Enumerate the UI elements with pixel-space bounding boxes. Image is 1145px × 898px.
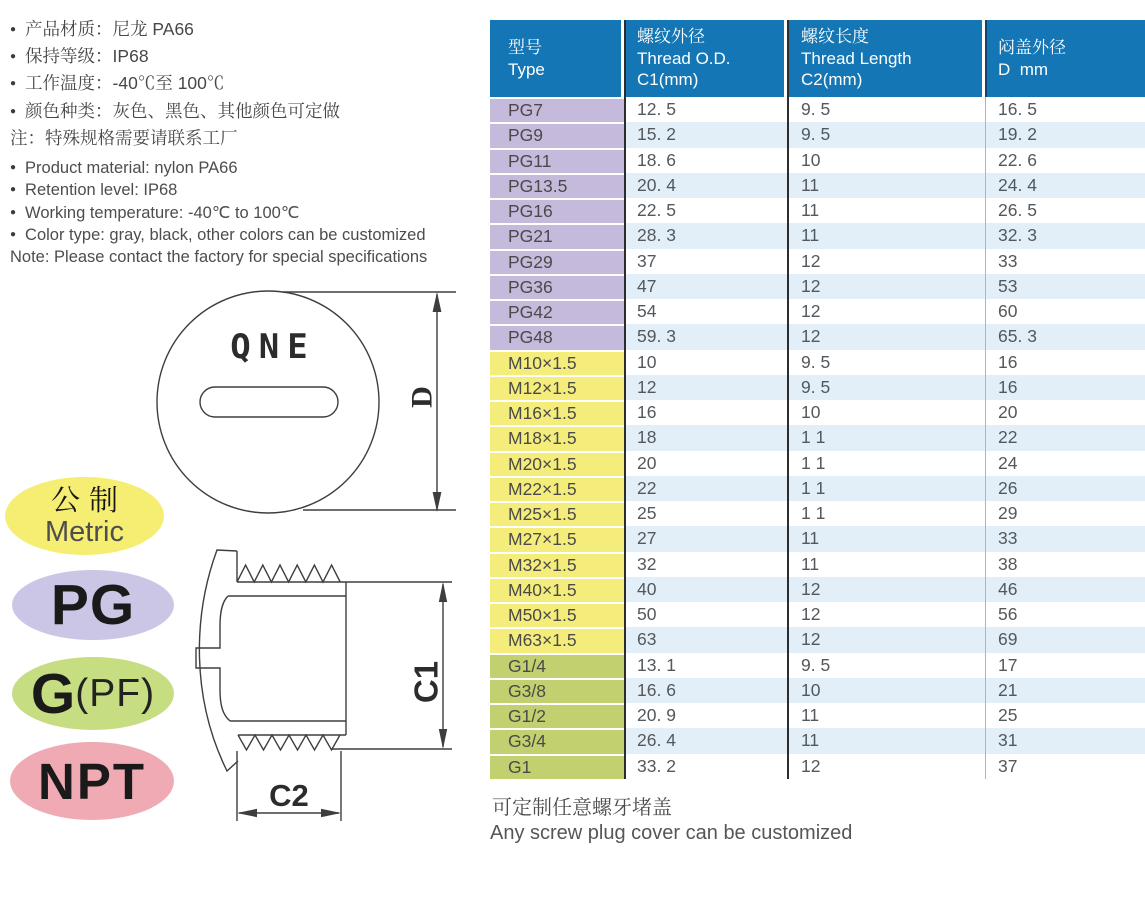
c2-value-cell: 9. 5: [801, 124, 831, 145]
c2-value-cell: 1 1: [801, 503, 826, 524]
c2-value-cell: 12: [801, 326, 821, 347]
header-line: C1(mm): [637, 70, 699, 90]
d-value-cell: 17: [998, 654, 1018, 675]
c2-value-cell: 9. 5: [801, 654, 831, 675]
header-line: Type: [508, 59, 545, 79]
type-cell: M32×1.5: [490, 552, 624, 577]
pg-badge: [12, 570, 174, 640]
d-value-cell: 26: [998, 477, 1018, 498]
d-value-cell: 38: [998, 553, 1018, 574]
c2-value-cell: 10: [801, 679, 821, 700]
c2-value-cell: 12: [801, 250, 821, 271]
header-line: 闷盖外径: [998, 38, 1066, 57]
spec-text: Working temperature: -40℃ to 100℃: [25, 203, 300, 222]
d-value-cell: 16. 5: [998, 99, 1037, 120]
column-divider: [985, 97, 986, 779]
type-cell: G1/4: [490, 653, 624, 678]
d-value-cell: 69: [998, 629, 1018, 650]
spec-line: [10, 224, 427, 246]
table-row: [490, 198, 1145, 223]
table-row: [490, 602, 1145, 627]
c1-value-cell: 18. 6: [637, 149, 676, 170]
type-cell: M12×1.5: [490, 375, 624, 400]
c1-value-cell: 18: [637, 427, 657, 448]
c2-value-cell: 12: [801, 755, 821, 776]
header-line: Thread O.D.: [637, 48, 731, 68]
spec-text: Color type: gray, black, other colors can be customized: [25, 225, 426, 244]
d-value-cell: 32. 3: [998, 225, 1037, 246]
c1-value-cell: 12. 5: [637, 99, 676, 120]
d-value-cell: 21: [998, 679, 1018, 700]
c1-value-cell: 28. 3: [637, 225, 676, 246]
spec-note-line: [10, 125, 340, 152]
c1-value-cell: 37: [637, 250, 657, 271]
npt-badge: [10, 742, 174, 820]
header-type: [490, 20, 624, 97]
spec-text: 保持等级：IP68: [25, 46, 149, 67]
spec-note-line: [10, 246, 427, 268]
arrow-up-icon: [439, 582, 447, 602]
table-row: [490, 653, 1145, 678]
spec-text: Note: Please contact the factory for special specifications: [10, 248, 428, 267]
type-cell: PG11: [490, 148, 624, 173]
thread-zigzag-top: [237, 565, 340, 582]
column-divider: [985, 20, 987, 97]
spec-text: 产品材质：尼龙 PA66: [25, 19, 194, 39]
spec-line: [10, 43, 340, 70]
c1-value-cell: 13. 1: [637, 654, 676, 675]
type-cell: G1: [490, 754, 624, 779]
c2-value-cell: 12: [801, 604, 821, 625]
type-cell: G1/2: [490, 703, 624, 728]
pg-badge-label: PG: [50, 573, 136, 637]
type-cell: M18×1.5: [490, 425, 624, 450]
d-value-cell: 20: [998, 402, 1018, 423]
header-line: C2(mm): [801, 70, 863, 90]
d-value-cell: 22. 6: [998, 149, 1037, 170]
type-cell: M27×1.5: [490, 526, 624, 551]
type-cell: PG36: [490, 274, 624, 299]
side-view-drawing: [180, 530, 465, 826]
header-line: Thread Length: [801, 48, 912, 68]
type-cell: M63×1.5: [490, 627, 624, 652]
type-cell: PG29: [490, 249, 624, 274]
table-body: [490, 97, 1145, 779]
d-value-cell: 24. 4: [998, 174, 1037, 195]
arrow-left-icon: [237, 809, 257, 817]
table-row: [490, 526, 1145, 551]
type-cell: PG16: [490, 198, 624, 223]
brand-text: QNE: [230, 327, 316, 367]
spec-text: Product material: nylon PA66: [25, 159, 238, 177]
screw-slot: [200, 387, 338, 417]
c1-value-cell: 12: [637, 376, 657, 397]
dim-c2-label: C2: [269, 778, 309, 813]
spec-line: [10, 157, 427, 179]
table-row: [490, 501, 1145, 526]
table-row: [490, 223, 1145, 248]
table-row: [490, 476, 1145, 501]
d-value-cell: 26. 5: [998, 200, 1037, 221]
c2-value-cell: 1 1: [801, 477, 826, 498]
d-value-cell: 60: [998, 301, 1018, 322]
spec-text: 颜色种类：灰色、黑色、其他颜色可定做: [25, 100, 341, 121]
arrow-down-icon: [433, 492, 442, 512]
c2-value-cell: 1 1: [801, 452, 826, 473]
c1-value-cell: 25: [637, 503, 657, 524]
c2-value-cell: 11: [801, 553, 820, 574]
d-value-cell: 37: [998, 755, 1018, 776]
c1-value-cell: 16. 6: [637, 679, 676, 700]
d-value-cell: 46: [998, 578, 1018, 599]
d-value-cell: 53: [998, 275, 1018, 296]
type-cell: M50×1.5: [490, 602, 624, 627]
c2-value-cell: 11: [801, 200, 820, 221]
d-value-cell: 24: [998, 452, 1018, 473]
c2-value-cell: 11: [801, 730, 820, 751]
d-value-cell: 33: [998, 528, 1018, 549]
column-divider: [624, 20, 626, 779]
spec-text: 注：特殊规格需要请联系工厂: [10, 127, 238, 148]
c2-value-cell: 11: [801, 174, 820, 195]
table-row: [490, 400, 1145, 425]
spec-line: [10, 16, 340, 43]
c2-value-cell: 10: [801, 149, 821, 170]
npt-badge-label: NPT: [38, 752, 146, 810]
c2-value-cell: 9. 5: [801, 99, 831, 120]
table-row: [490, 627, 1145, 652]
table-row: [490, 122, 1145, 147]
c1-value-cell: 15. 2: [637, 124, 676, 145]
metric-badge-cn: 公制: [50, 484, 127, 517]
table-header: [490, 20, 1145, 97]
footer-note-cn: 可定制任意螺牙堵盖: [492, 797, 672, 819]
table-row: [490, 728, 1145, 753]
type-cell: G3/8: [490, 678, 624, 703]
table-row: [490, 249, 1145, 274]
footer-note-en: Any screw plug cover can be customized: [490, 822, 853, 844]
g-badge-suffix: (PF): [75, 671, 156, 715]
c2-value-cell: 12: [801, 578, 821, 599]
table-row: [490, 425, 1145, 450]
type-cell: M25×1.5: [490, 501, 624, 526]
d-value-cell: 16: [998, 376, 1018, 397]
c1-value-cell: 40: [637, 578, 657, 599]
cap-outer-profile: [199, 550, 238, 771]
table-row: [490, 754, 1145, 779]
c1-value-cell: 59. 3: [637, 326, 676, 347]
d-value-cell: 19. 2: [998, 124, 1037, 145]
table-row: [490, 577, 1145, 602]
spec-line: [10, 98, 340, 125]
d-value-cell: 25: [998, 705, 1018, 726]
c2-value-cell: 11: [801, 705, 820, 726]
header-thread-length: [787, 20, 985, 97]
spec-line: [10, 70, 340, 97]
c1-value-cell: 26. 4: [637, 730, 676, 751]
type-cell: PG13.5: [490, 173, 624, 198]
header-line: 型号: [508, 38, 542, 57]
dim-c1-label: C1: [407, 660, 445, 704]
table-row: [490, 552, 1145, 577]
d-value-cell: 22: [998, 427, 1018, 448]
table-row: [490, 173, 1145, 198]
c1-value-cell: 32: [637, 553, 657, 574]
c1-value-cell: 33. 2: [637, 755, 676, 776]
arrow-up-icon: [433, 292, 442, 312]
spec-line: [10, 202, 427, 224]
d-value-cell: 33: [998, 250, 1018, 271]
g-badge-label: G: [30, 661, 76, 726]
table-row: [490, 678, 1145, 703]
table-row: [490, 703, 1145, 728]
type-cell: M40×1.5: [490, 577, 624, 602]
metric-badge: [5, 477, 164, 555]
table-row: [490, 350, 1145, 375]
type-cell: M16×1.5: [490, 400, 624, 425]
type-cell: PG48: [490, 324, 624, 349]
d-value-cell: 29: [998, 503, 1018, 524]
type-cell: PG9: [490, 122, 624, 147]
c1-value-cell: 22. 5: [637, 200, 676, 221]
specs-english: [10, 157, 427, 268]
type-cell: G3/4: [490, 728, 624, 753]
table-row: [490, 375, 1145, 400]
table-row: [490, 324, 1145, 349]
c1-value-cell: 27: [637, 528, 657, 549]
c2-value-cell: 10: [801, 402, 821, 423]
c2-value-cell: 9. 5: [801, 376, 831, 397]
d-value-cell: 65. 3: [998, 326, 1037, 347]
type-cell: M10×1.5: [490, 350, 624, 375]
spec-table: [490, 20, 1145, 779]
c2-value-cell: 12: [801, 275, 821, 296]
c1-value-cell: 63: [637, 629, 657, 650]
c2-value-cell: 12: [801, 629, 821, 650]
header-thread-od: [624, 20, 787, 97]
d-value-cell: 31: [998, 730, 1018, 751]
column-divider: [787, 20, 789, 779]
type-cell: PG7: [490, 97, 624, 122]
front-view-drawing: [140, 283, 465, 523]
c1-value-cell: 10: [637, 351, 657, 372]
arrow-down-icon: [439, 729, 447, 749]
header-line: 螺纹长度: [801, 27, 869, 47]
type-cell: M20×1.5: [490, 451, 624, 476]
c2-value-cell: 12: [801, 301, 821, 322]
spec-text: 工作温度：-40℃至 100℃: [25, 73, 225, 94]
d-value-cell: 16: [998, 351, 1018, 372]
specs-chinese: [10, 16, 340, 152]
c1-value-cell: 54: [637, 301, 657, 322]
c1-value-cell: 20: [637, 452, 657, 473]
c2-value-cell: 11: [801, 225, 820, 246]
dim-d-label: D: [405, 386, 439, 408]
c2-value-cell: 1 1: [801, 427, 826, 448]
spec-line: [10, 179, 427, 201]
c2-value-cell: 9. 5: [801, 351, 831, 372]
table-row: [490, 148, 1145, 173]
table-row: [490, 451, 1145, 476]
cap-face-circle: [157, 291, 379, 513]
c1-value-cell: 47: [637, 275, 657, 296]
type-cell: PG21: [490, 223, 624, 248]
c1-value-cell: 20. 9: [637, 705, 676, 726]
thread-zigzag-bottom: [238, 735, 340, 750]
header-line: 螺纹外径: [637, 27, 705, 47]
spec-text: Retention level: IP68: [25, 181, 178, 200]
c1-value-cell: 22: [637, 477, 657, 498]
arrow-right-icon: [321, 809, 341, 817]
metric-badge-en: Metric: [45, 515, 124, 548]
type-cell: PG42: [490, 299, 624, 324]
d-value-cell: 56: [998, 604, 1018, 625]
table-row: [490, 97, 1145, 122]
g-pf-badge: [12, 657, 174, 730]
header-cap-od: [985, 20, 1145, 97]
c1-value-cell: 20. 4: [637, 174, 676, 195]
type-cell: M22×1.5: [490, 476, 624, 501]
c2-value-cell: 11: [801, 528, 820, 549]
c1-value-cell: 50: [637, 604, 657, 625]
table-row: [490, 299, 1145, 324]
table-row: [490, 274, 1145, 299]
c1-value-cell: 16: [637, 402, 657, 423]
header-line: D mm: [998, 59, 1049, 79]
